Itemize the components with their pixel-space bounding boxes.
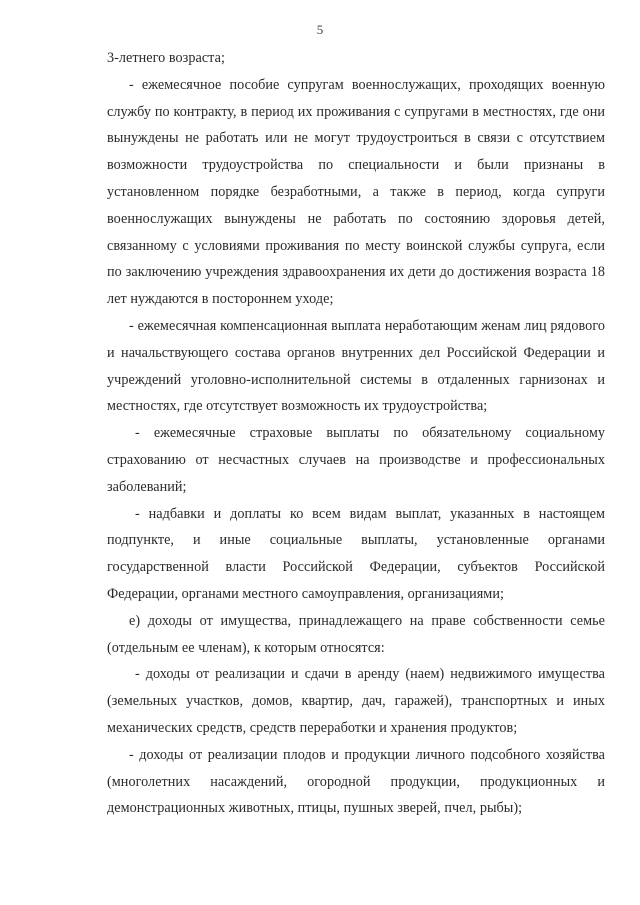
paragraph-continuation: 3-летнего возраста; xyxy=(107,50,225,66)
paragraph-supplements: - надбавки и доплаты ко всем видам выплат, указанных в настоящем подпункте, и иные социальные выплаты, установленные органами государственной власти Российской Федерации, субъектов Российской Федерации, органами местного самоуправления, организациями; xyxy=(107,505,605,602)
paragraph-spouse-allowance: - ежемесячное пособие супругам военнослужащих, проходящих военную службу по контракту, в период их проживания с супругами в местностях, где они вынуждены не работать или не могут трудоустроиться в связи с отсутствием возможности трудоустройства по специальности и были признаны в установленном порядке безработными, а также в период, когда супруги военнослужащих вынуждены не работать по состоянию здоровья детей, связанному с условиями проживания по месту воинской службы супруга, если по заключению учреждения здравоохранения их дети до достижения возраста 18 лет нуждаются в постороннем уходе; xyxy=(107,76,605,308)
paragraph-insurance-payments: - ежемесячные страховые выплаты по обязательному социальному страхованию от несчастных случаев на производстве и профессиональных заболеваний; xyxy=(107,425,605,495)
paragraph-compensation-payment: - ежемесячная компенсационная выплата неработающим женам лиц рядового и начальствующего состава органов внутренних дел Российской Федерации и учреждений уголовно-исполнительной системы в отдаленных гарнизонах и местностях, где отсутствует возможность их трудоустройства; xyxy=(107,317,605,415)
document-body xyxy=(107,45,605,822)
paragraph-household-income: - доходы от реализации плодов и продукции личного подсобного хозяйства (многолетних насаждений, огородной продукции, продукционных и демонстрационных животных, птицы, пушных зверей, пчел, рыбы); xyxy=(107,746,605,817)
page-number: 5 xyxy=(316,22,324,37)
paragraph-property-income: е) доходы от имущества, принадлежащего на праве собственности семье (отдельным ее членам), к которым относятся: xyxy=(107,612,605,656)
paragraph-real-estate-income: - доходы от реализации и сдачи в аренду (наем) недвижимого имущества (земельных участков, домов, квартир, дач, гаражей), транспортных и иных механических средств, средств переработки и хранения продуктов; xyxy=(107,666,605,736)
